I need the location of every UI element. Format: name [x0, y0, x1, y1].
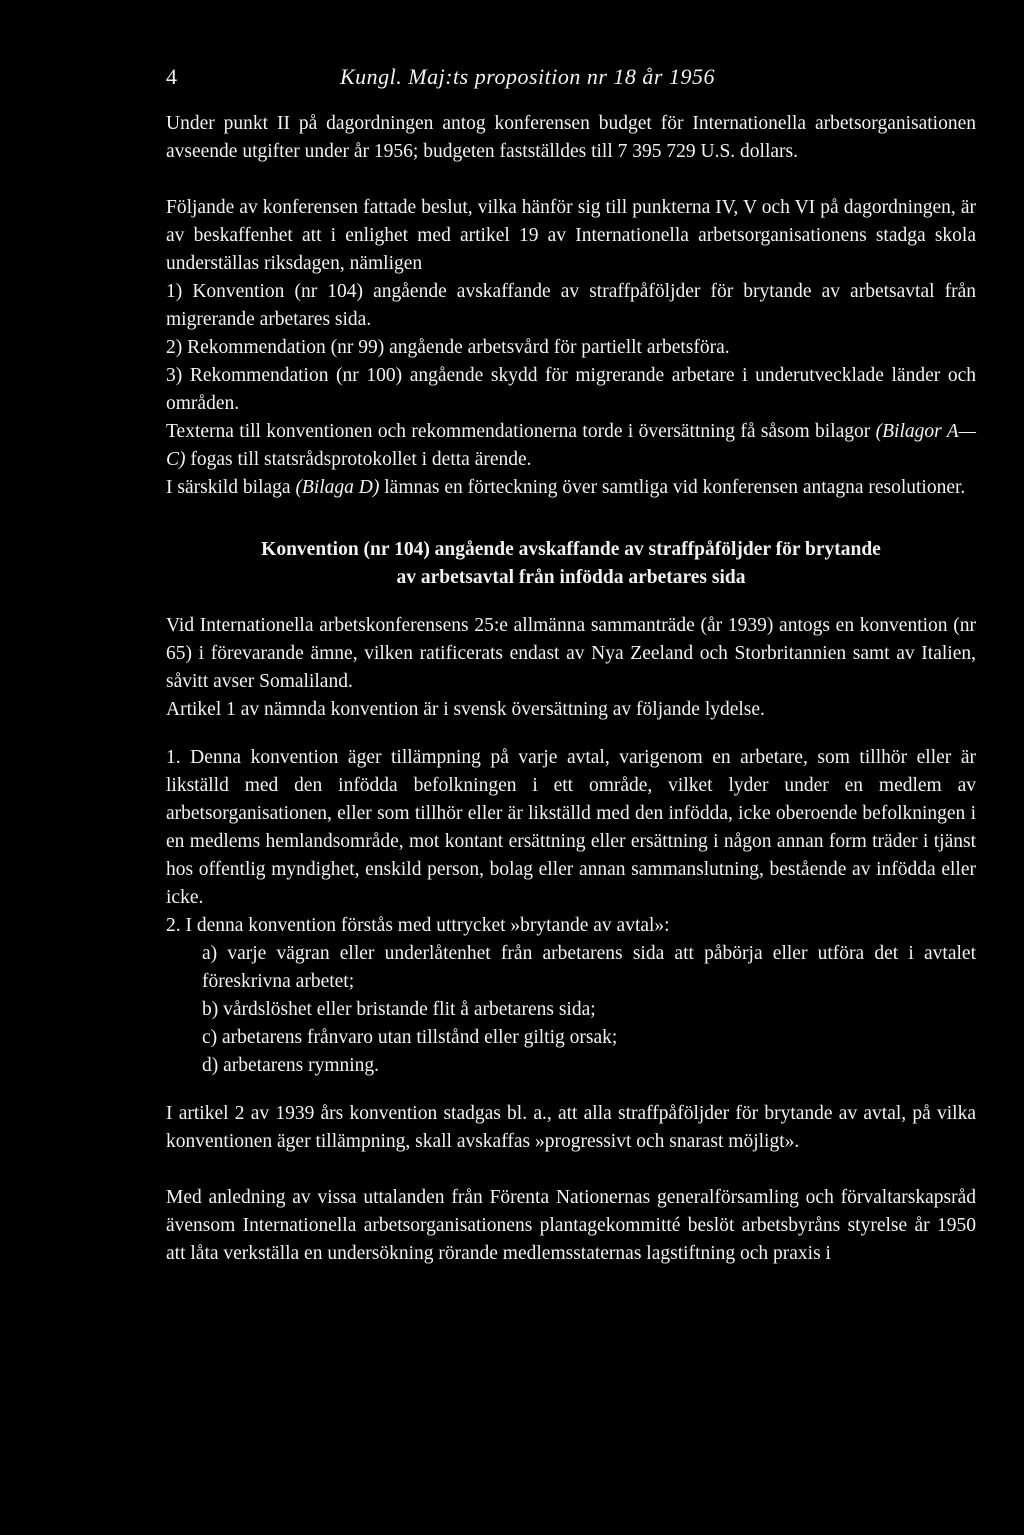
article-1-clause-2-d: d) arbetarens rymning. — [202, 1055, 380, 1076]
paragraph-budget: Under punkt II på dagordningen antog konferensen budget för Internationella arbetsorganisationen avseende utgifter under år 1956; budgeten fastställdes till 7 395 729 U.S. dollars. — [166, 113, 976, 162]
section-heading-line1: Konvention (nr 104) angående avskaffande av straffpåföljder för brytande — [261, 539, 881, 560]
article-1-clause-2-c: c) arbetarens frånvaro utan tillstånd eller giltig orsak; — [202, 1027, 618, 1048]
paragraph-convention-65: Vid Internationella arbetskonferensens 25:e allmänna sammanträde (år 1939) antogs en konvention (nr 65) i förevarande ämne, vilken ratificerats endast av Nya Zeeland och Storbritannien samt av Italien, såvitt avser Somaliland. — [166, 615, 976, 692]
attachment-reference-d: (Bilaga D) — [295, 477, 380, 498]
paragraph-article-1-intro: Artikel 1 av nämnda konvention är i svensk översättning av följande lydelse. — [166, 699, 765, 720]
paragraph-article-2: I artikel 2 av 1939 års konvention stadgas bl. a., att alla straffpåföljder för brytande av avtal, på vilka konventionen äger tillämpning, skall avskaffas »progressivt och snarast möjligt». — [166, 1103, 976, 1152]
attachment-reference-a-c: (Bilagor A—C) — [166, 421, 977, 470]
list-item-recommendation-100: 3) Rekommendation (nr 100) angående skydd för migrerande arbetare i underutvecklade länder och områden. — [166, 365, 976, 414]
paragraph-resolutions-part1: I särskild bilaga — [166, 477, 296, 498]
article-1-clause-2: 2. I denna konvention förstås med uttrycket »brytande av avtal»: — [166, 915, 670, 936]
article-1-clause-2-a: a) varje vägran eller underlåtenhet från arbetarens sida att påbörja eller utföra det i avtalet föreskrivna arbetet; — [202, 943, 976, 992]
paragraph-texts — [166, 418, 976, 474]
list-item-recommendation-99: 2) Rekommendation (nr 99) angående arbetsvård för partiellt arbetsföra. — [166, 337, 730, 358]
paragraph-investigation: Med anledning av vissa uttalanden från Förenta Nationernas generalförsamling och förvaltarskapsråd ävensom Internationella arbetsorganisationens plantagekommitté beslöt arbetsbyråns styrelse år 1950 att låta verkställa en undersökning rörande medlemsstaternas lagstiftning och praxis i — [166, 1187, 976, 1264]
article-1-clause-2-b: b) vårdslöshet eller bristande flit å arbetarens sida; — [202, 999, 596, 1020]
page-header — [166, 64, 966, 98]
paragraph-decisions: Följande av konferensen fattade beslut, vilka hänför sig till punkterna IV, V och VI på dagordningen, är av beskaffenhet att i enlighet med artikel 19 av Internationella arbetsorganisationens stadga skola underställas riksdagen, nämligen — [166, 197, 976, 274]
running-title: Kungl. Maj:ts proposition nr 18 år 1956 — [340, 64, 715, 89]
document-body — [166, 110, 976, 1268]
paragraph-texts-part2: fogas till statsrådsprotokollet i detta ärende. — [185, 449, 532, 470]
article-1-clause-1: 1. Denna konvention äger tillämpning på varje avtal, varigenom en arbetare, som tillhör eller är likställd med den infödda befolkningen i ett område, vilket lyder under en medlem av arbetsorganisationen, eller som tillhör eller är likställd med den infödda, icke oberoende befolkningen i en medlems hemlandsområde, mot kontant ersättning eller ersättning i någon annan form träder i tjänst hos offentlig myndighet, enskild person, bolag eller annan sammanslutning, bestående av infödda eller icke. — [166, 747, 976, 908]
section-heading-line2: av arbetsavtal från infödda arbetares sida — [396, 567, 746, 588]
page-number: 4 — [166, 64, 177, 89]
paragraph-resolutions — [166, 474, 976, 502]
list-item-convention-104: 1) Konvention (nr 104) angående avskaffande av straffpåföljder för brytande av arbetsavtal från migrerande arbetares sida. — [166, 281, 976, 330]
paragraph-texts-part1: Texterna till konventionen och rekommendationerna torde i översättning få såsom bilagor — [166, 421, 876, 442]
paragraph-resolutions-part2: lämnas en förteckning över samtliga vid konferensen antagna resolutioner. — [379, 477, 966, 498]
section-heading — [166, 536, 976, 592]
